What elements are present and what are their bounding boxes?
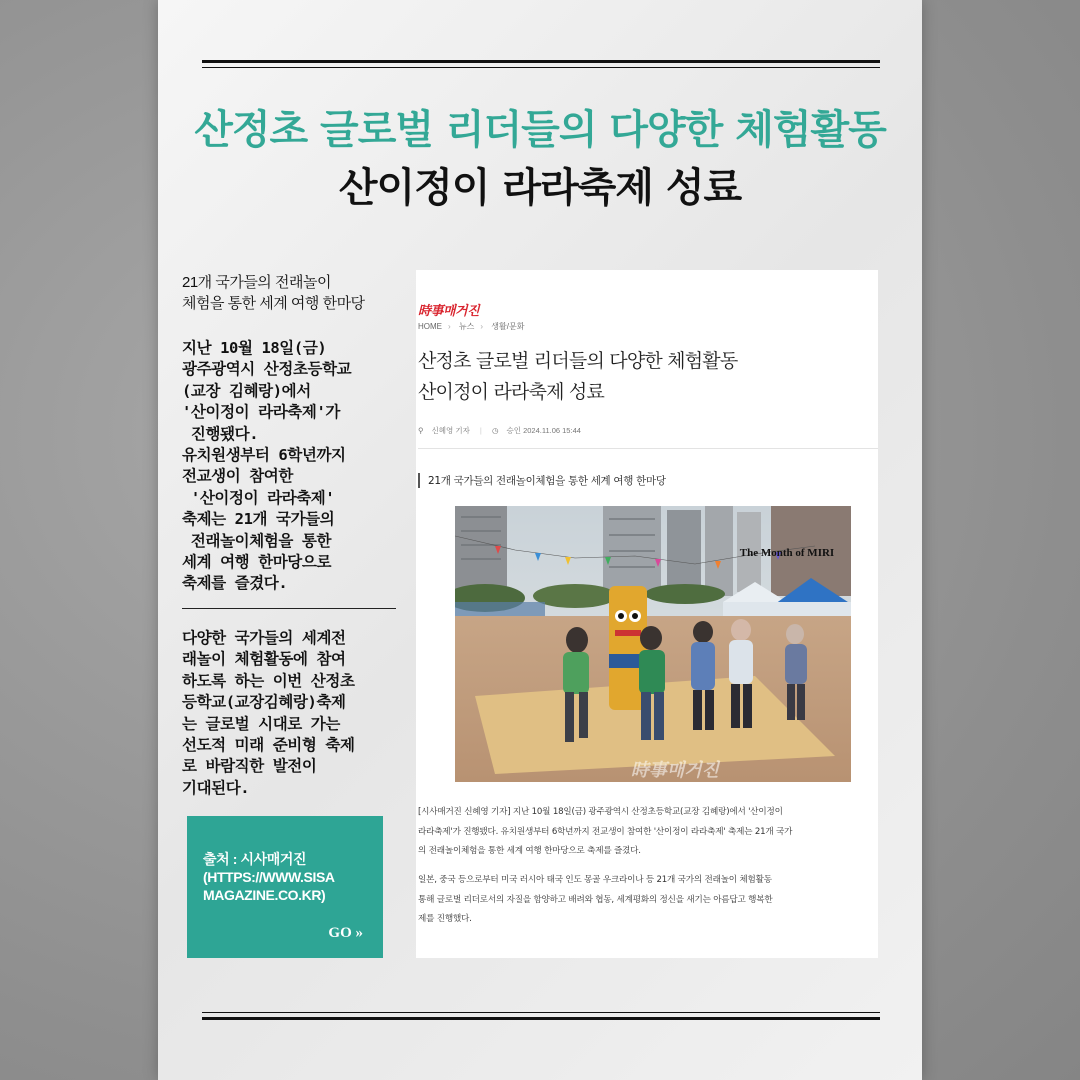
photo-watermark: 時事매거진: [630, 760, 720, 781]
section-title: 21개 국가들의 전래놀이체험을 통한 세계 여행 한마당: [418, 473, 666, 488]
article-title-line2: 산이정이 라라축제 성료: [418, 381, 605, 403]
user-icon: ⚲: [418, 426, 424, 435]
go-button[interactable]: GO »: [328, 925, 363, 941]
body-paragraph-1: 지난 10월 18일(금) 광주광역시 산정초등학교 (교장 김혜랑)에서 '산이정이 라라축제'가 진행됐다. 유치원생부터 6학년까지 전교생이 참여한 '산이정이 라라축제' 축제는 21개 국가들의 전래놀이체험을 통한 세계 여행 한마당으로 축제를 즐겼다.: [182, 339, 352, 593]
article-screenshot: [416, 270, 878, 958]
source-text: 출처 : 시사매거진 (HTTPS://WWW.SISA MAGAZINE.CO.KR): [203, 851, 335, 903]
source-link-box[interactable]: [187, 816, 383, 958]
top-double-rule: [202, 60, 880, 68]
byline-divider: [418, 448, 878, 449]
subheading-text: 21개 국가들의 전래놀이 체험을 통한 세계 여행 한마당: [182, 274, 365, 312]
festival-photo-illustration: [455, 506, 851, 782]
breadcrumb-news[interactable]: 뉴스: [458, 322, 475, 331]
divider-line: [182, 608, 396, 609]
subheading: [182, 272, 397, 314]
article-title-line1: 산정초 글로벌 리더들의 다양한 체험활동: [418, 350, 738, 372]
reporter-name: 신혜영 기자: [431, 426, 470, 435]
article-paragraph-1: [시사매거진 신혜영 기자] 지난 10월 18일(금) 광주광역시 산정초등학교(교장 김혜랑)에서 '산이정이 라라축제'가 진행됐다. 유치원생부터 6학년까지 전교생이 참여한 '산이정이 라라축제' 축제는 21개 국가 의 전래놀이체험을 통한 세계 여행 한마당으로 축제를 즐겼다.: [418, 807, 793, 856]
magazine-logo: 時事매거진: [418, 304, 480, 319]
body-paragraph-2: 다양한 국가들의 세계전 래놀이 체험활동에 참여 하도록 하는 이번 산정초 등학교(교장김혜랑)축제 는 글로벌 시대로 가는 선도적 미래 준비형 축제 로 바람직한 발전이 기대된다.: [182, 629, 355, 797]
bottom-double-rule: [202, 1012, 880, 1020]
festival-photo: [455, 506, 851, 782]
breadcrumb-category[interactable]: 생활/문화: [491, 322, 525, 331]
article-paragraph-2: 일본, 중국 등으로부터 미국 러시아 태국 인도 몽골 우크라이나 등 21개 국가의 전래놀이 체험활동 통해 글로벌 리더로서의 자질을 함양하고 배려와 협동, 세계평화의 정신을 새기는 아름답고 행복한 제를 진행했다.: [418, 875, 773, 924]
byline: ⚲ 신혜영 기자 | ◷ 승인 2024.11.06 15:44: [418, 426, 581, 435]
article-title: [418, 346, 878, 408]
headline-line1: 산정초 글로벌 리더들의 다양한 체험활동: [194, 107, 886, 153]
stamp-text: The Month of MIRI: [739, 547, 835, 559]
clock-icon: ◷: [491, 426, 499, 435]
breadcrumb: HOME › 뉴스 › 생활/문화: [418, 322, 525, 331]
headline-line2: 산이정이 라라축제 성료: [338, 165, 742, 211]
approval-time: 승인 2024.11.06 15:44: [506, 426, 581, 435]
breadcrumb-home[interactable]: HOME: [418, 322, 442, 331]
